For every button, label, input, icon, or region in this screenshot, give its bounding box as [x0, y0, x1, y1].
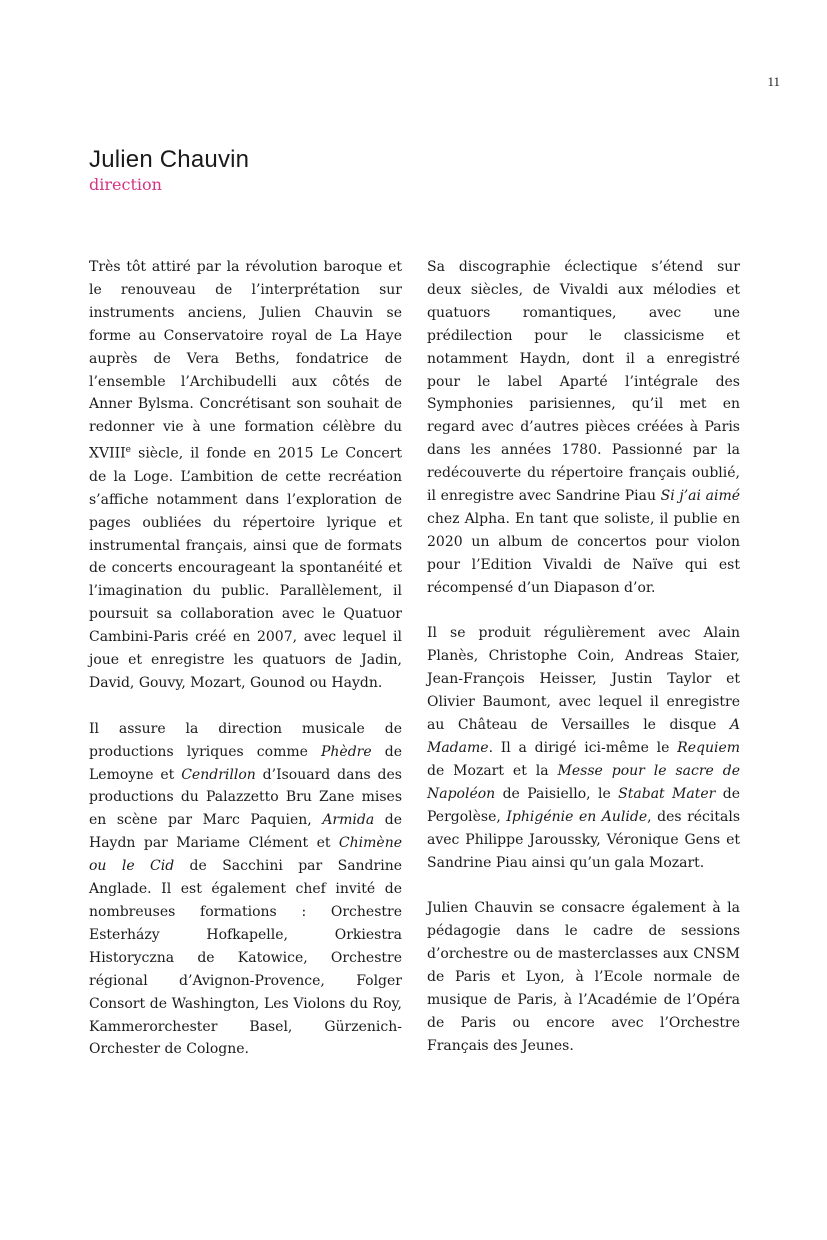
text-run: Il assure la direction musicale de productions lyriques comme — [89, 720, 402, 760]
text-run: chez Alpha. En tant que soliste, il publie en 2020 un album de concertos pour violon pour l’Edition Vivaldi de Naïve qui est récompensé d’un Diapason d’or. — [427, 510, 740, 596]
paragraph — [427, 622, 740, 874]
text-run: Sa discographie éclectique s’étend sur deux siècles, de Vivaldi aux mélodies et quatuors romantiques, avec une prédilection pour le classicisme et notamment Haydn, dont il a enregistré pour le label Aparté l’intégrale des Symphonies parisiennes, qu’il met en regard avec d’autres pièces créées à Paris dans les années 1780. Passionné par la redécouverte du répertoire français oublié, il enregistre avec Sandrine Piau — [427, 259, 740, 505]
text-run: de Pergolèse, — [427, 785, 740, 825]
page-number: 11 — [767, 74, 780, 89]
artist-role: direction — [89, 175, 162, 194]
text-run: . Il a dirigé ici-même le — [488, 740, 678, 757]
text-run: de Mozart et la — [427, 762, 558, 779]
italic-title: Chimène ou le Cid — [89, 835, 402, 875]
italic-title: Iphigénie en Aulide — [506, 808, 648, 825]
text-run: Julien Chauvin se consacre également à la pédagogie dans le cadre de sessions d’orchestre ou de masterclasses aux CNSM de Paris et Lyon, à l’Ecole normale de musique de Paris, à l’Académie de l’Opéra de Paris ou encore avec l’Orchestre Français des Jeunes. — [427, 900, 740, 1054]
text-run: de Paisiello, le — [495, 785, 619, 802]
paragraph — [427, 897, 740, 1057]
italic-title: Armida — [322, 812, 375, 829]
paragraph — [89, 718, 402, 1062]
text-run: de Lemoyne et — [89, 743, 402, 783]
paragraph — [89, 256, 402, 695]
italic-title: Phèdre — [320, 743, 372, 760]
text-run: de Haydn par Mariame Clément et — [89, 812, 402, 852]
biography-right-column — [427, 256, 740, 1058]
superscript: e — [125, 445, 131, 456]
header — [89, 146, 249, 196]
italic-title: Messe pour le sacre de Napoléon — [427, 762, 740, 802]
artist-name: Julien Chauvin — [89, 146, 250, 173]
italic-title: Si j’ai aimé — [660, 488, 741, 505]
text-run: Il se produit régulièrement avec Alain Planès, Christophe Coin, Andreas Staier, Jean-François Heisser, Justin Taylor et Olivier Baumont, avec lequel il enregistre au Château de Versailles le disque — [427, 625, 740, 734]
text-run: Très tôt attiré par la révolution baroque et le renouveau de l’interprétation sur instruments anciens, Julien Chauvin se forme au Conservatoire royal de La Haye auprès de Vera Beths, fondatrice de l’ensemble l’Archibudelli aux côtés de Anner Bylsma. Concrétisant son souhait de redonner vie à une formation célèbre du XVIII — [89, 259, 402, 462]
text-run: de Sacchini par Sandrine Anglade. Il est également chef invité de nombreuses formations : Orchestre Esterházy Hofkapelle, Orkiestra Historyczna de Katowice, Orchestre régional d’Avignon-Provence, Folger Consort de Washington, Les Violons du Roy, Kammerorchester Basel, Gürzenich-Orchester de Cologne. — [89, 858, 402, 1058]
text-run: d’Isouard dans des productions du Palazzetto Bru Zane mises en scène par Marc Paquien, — [89, 766, 402, 829]
italic-title: A Madame — [427, 717, 740, 757]
italic-title: Stabat Mater — [618, 785, 716, 802]
biography-left-column — [89, 256, 402, 1061]
italic-title: Requiem — [677, 740, 740, 757]
paragraph — [427, 256, 740, 600]
text-run: , des récitals avec Philippe Jaroussky, Véronique Gens et Sandrine Piau ainsi qu’un gala Mozart. — [427, 808, 741, 871]
italic-title: Cendrillon — [181, 766, 256, 783]
text-run: siècle, il fonde en 2015 Le Concert de la Loge. L’ambition de cette recréation s’affiche notamment dans l’exploration de pages oubliées du répertoire lyrique et instrumental français, ainsi que de formats de concerts encourageant la spontanéité et l’imagination du public. Parallèlement, il poursuit sa collaboration avec le Quatuor Cambini-Paris créé en 2007, avec lequel il joue et enregistre les quatuors de Jadin, David, Gouvy, Mozart, Gounod ou Haydn. — [89, 445, 402, 691]
